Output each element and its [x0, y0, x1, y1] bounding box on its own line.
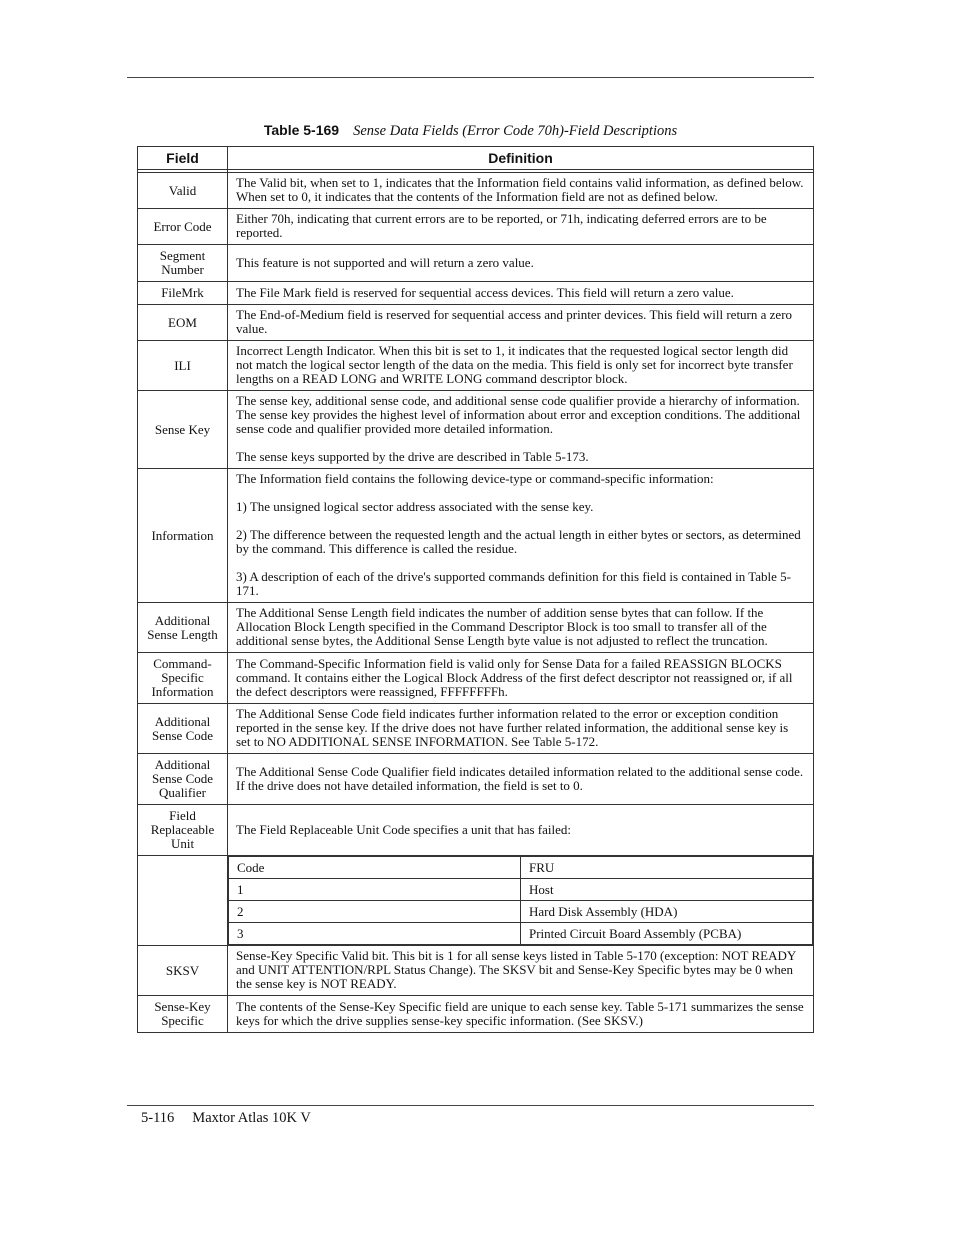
definition-paragraph: This feature is not supported and will return a zero value. [236, 254, 534, 270]
definition-paragraph: The End-of-Medium field is reserved for sequential access and printer devices. This field will return a zero value. [236, 307, 793, 336]
field-name-cell: Error Code [138, 209, 228, 245]
field-name-cell: Information [138, 469, 228, 603]
fru-cell: Host [521, 879, 813, 901]
field-name-cell: SKSV [138, 946, 228, 996]
fru-cell: 1 [229, 879, 521, 901]
definition-paragraph: The Field Replaceable Unit Code specifies a unit that has failed: [236, 821, 572, 837]
table-row [138, 704, 814, 754]
definition-paragraph: The contents of the Sense-Key Specific field are unique to each sense key. Table 5-171 summarizes the sense keys for which the drive supplies sense-key specific information. (See SKSV.) [236, 998, 804, 1028]
fru-code-table [228, 856, 813, 945]
fru-row [229, 879, 813, 901]
fru-cell: 2 [229, 901, 521, 923]
table-number: Table 5-169 [263, 122, 340, 138]
fru-header-row [229, 857, 813, 879]
definition-cell [228, 341, 814, 391]
field-name-cell: FileMrk [138, 282, 228, 305]
definition-paragraph: The Additional Sense Code Qualifier field indicates detailed information related to the additional sense code. If the drive does not have detailed information, the field is set to 0. [236, 763, 804, 793]
definition-paragraph: The sense key, additional sense code, and additional sense code qualifier provide a hierarchy of information. The sense key provides the highest level of information about error and exception conditions. The additional sense code and qualifier provided more detailed information. [236, 393, 801, 436]
table-row [138, 603, 814, 653]
table-row [138, 469, 814, 603]
fru-header-cell: FRU [521, 857, 813, 879]
field-name-cell: EOM [138, 305, 228, 341]
fru-row [229, 901, 813, 923]
definition-paragraph: The File Mark field is reserved for sequential access devices. This field will return a zero value. [236, 284, 734, 300]
definition-cell [228, 704, 814, 754]
field-column-header: Field [138, 147, 228, 170]
table-row [138, 305, 814, 341]
fru-cell: Hard Disk Assembly (HDA) [521, 901, 813, 923]
fru-cell: 3 [229, 923, 521, 945]
definition-paragraph: The Command-Specific Information field is valid only for Sense Data for a failed REASSIGN BLOCKS command. It contains either the Logical Block Address of the first defect descriptor not reassigned or, if all the defect descriptors were reassigned, FFFFFFFFh. [236, 655, 793, 699]
footer-rule [127, 1105, 814, 1106]
definition-cell [228, 946, 814, 996]
table-row [138, 996, 814, 1033]
definition-cell [228, 305, 814, 341]
definition-paragraph: Either 70h, indicating that current errors are to be reported, or 71h, indicating deferred errors are to be reported. [236, 211, 767, 240]
definition-cell [228, 391, 814, 469]
field-name-cell: Sense Key [138, 391, 228, 469]
table-row [138, 209, 814, 245]
definition-paragraph: The Information field contains the following device-type or command-specific information: [236, 471, 714, 486]
field-name-cell: Command-Specific Information [138, 653, 228, 704]
field-name-cell: Segment Number [138, 245, 228, 282]
definition-paragraph: 2) The difference between the requested length and the actual length in either bytes or sectors, as determined by the command. This difference is called the residue. [236, 527, 801, 556]
field-name-cell: Additional Sense Code Qualifier [138, 754, 228, 805]
page-number: 5-116 [141, 1110, 175, 1126]
definition-cell [228, 653, 814, 704]
table-row [138, 282, 814, 305]
definition-paragraph: Sense-Key Specific Valid bit. This bit is 1 for all sense keys listed in Table 5-170 (exception: NOT READY and UNIT ATTENTION/RPL Status Change). The SKSV bit and Sense-Key Specific bytes may be 0 when the sense key is NOT READY. [236, 948, 796, 991]
table-row [138, 754, 814, 805]
table-row [138, 341, 814, 391]
definition-cell [228, 173, 814, 209]
definition-cell [228, 282, 814, 305]
fru-table-cell [228, 856, 814, 946]
fru-cell: Printed Circuit Board Assembly (PCBA) [521, 923, 813, 945]
fru-header-cell: Code [229, 857, 521, 879]
document-title: Maxtor Atlas 10K V [192, 1110, 311, 1126]
table-row [138, 391, 814, 469]
definition-cell [228, 469, 814, 603]
table-header-row [138, 147, 814, 170]
table-row [138, 805, 814, 856]
fru-row [229, 923, 813, 945]
definition-paragraph: The Valid bit, when set to 1, indicates that the Information field contains valid information, as defined below. When set to 0, it indicates that the contents of the Information field are not as defined below. [236, 175, 804, 204]
table-title: Sense Data Fields (Error Code 70h)-Field Descriptions [353, 123, 678, 139]
definition-paragraph: The Additional Sense Length field indicates the number of addition sense bytes that can follow. If the Allocation Block Length specified in the Command Descriptor Block is too small to transfer all of the additional sense bytes, the Additional Sense Length byte value is not adjusted to reflect the truncation. [236, 605, 768, 648]
field-name-cell: Sense-Key Specific [138, 996, 228, 1033]
table-row [138, 653, 814, 704]
field-name-cell-empty [138, 856, 228, 946]
table-caption [127, 122, 814, 140]
definition-cell [228, 245, 814, 282]
definition-cell [228, 805, 814, 856]
definition-paragraph: The Additional Sense Code field indicates further information related to the error or exception condition reported in the sense key. If the drive does not have further related information, the additional sense key is set to NO ADDITIONAL SENSE INFORMATION. See Table 5-172. [236, 706, 789, 749]
definition-cell [228, 603, 814, 653]
table-row [138, 173, 814, 209]
definition-paragraph: 1) The unsigned logical sector address associated with the sense key. [236, 499, 594, 514]
definition-cell [228, 754, 814, 805]
definition-cell [228, 996, 814, 1033]
definition-cell [228, 209, 814, 245]
fru-code-row [138, 856, 814, 946]
table-row [138, 946, 814, 996]
definition-paragraph: 3) A description of each of the drive's supported commands definition for this field is contained in Table 5-171. [236, 569, 792, 598]
definition-paragraph: Incorrect Length Indicator. When this bit is set to 1, it indicates that the requested logical sector length did not match the logical sector length of the data on the media. This field is only set for incorrect byte transfer lengths on a READ LONG and WRITE LONG command descriptor block. [236, 343, 793, 386]
table-row [138, 245, 814, 282]
page-footer [141, 1110, 311, 1127]
sense-data-table [137, 146, 814, 1033]
field-name-cell: Additional Sense Length [138, 603, 228, 653]
field-name-cell: Field Replaceable Unit [138, 805, 228, 856]
header-rule [127, 77, 814, 78]
field-name-cell: Additional Sense Code [138, 704, 228, 754]
field-name-cell: Valid [138, 173, 228, 209]
field-name-cell: ILI [138, 341, 228, 391]
definition-paragraph: The sense keys supported by the drive are described in Table 5-173. [236, 449, 589, 464]
definition-column-header: Definition [228, 147, 814, 170]
